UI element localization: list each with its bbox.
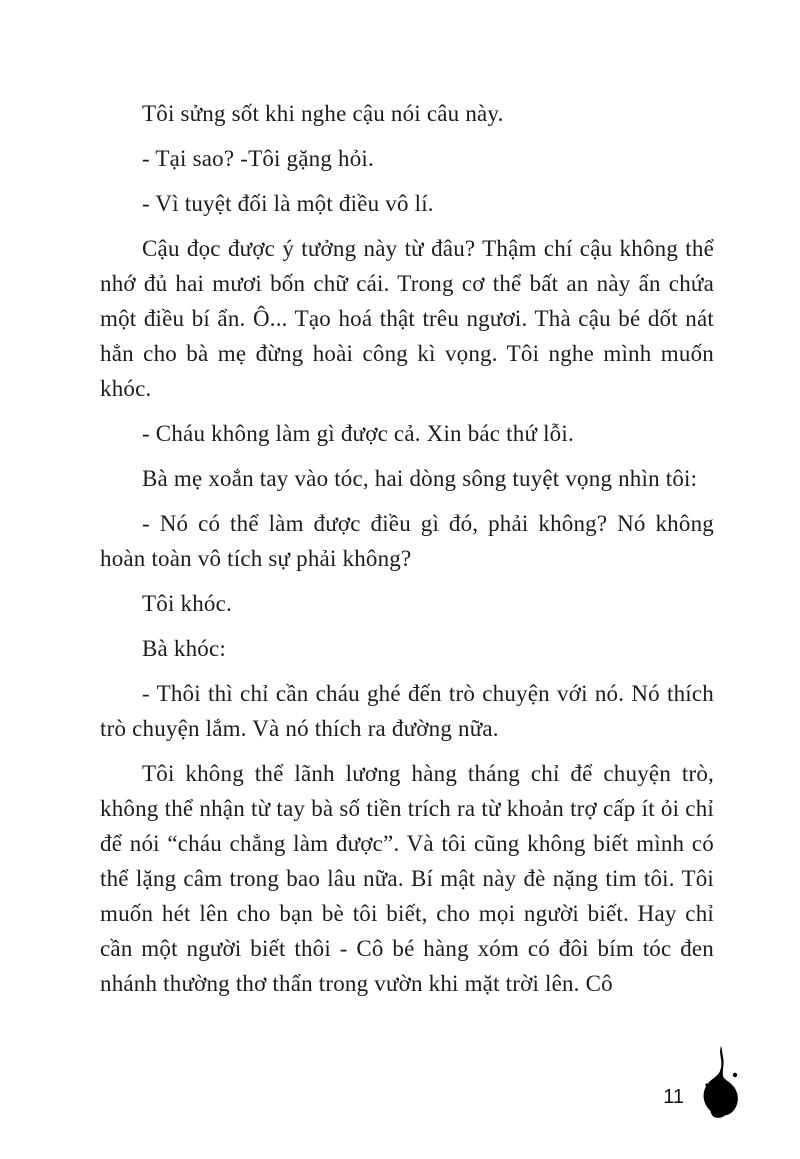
page-text <box>100 96 714 1011</box>
paragraph: Tôi khóc. <box>142 591 232 616</box>
paragraph: Bà mẹ xoắn tay vào tóc, hai dòng sông tuyệt vọng nhìn tôi: <box>142 466 698 491</box>
paragraph: Bà khóc: <box>142 636 226 661</box>
page-footer <box>663 1045 742 1123</box>
ink-splash-icon <box>698 1045 742 1123</box>
paragraph: Tôi không thể lãnh lương hàng tháng chỉ để chuyện trò, không thể nhận từ tay bà số tiền trích ra từ khoản trợ cấp ít ỏi chỉ để nói “cháu chẳng làm được”. Và tôi cũng không biết mình có thể lặng câm trong bao lâu nữa. Bí mật này đè nặng tim tôi. Tôi muốn hét lên cho bạn bè tôi biết, cho mọi người biết. Hay chỉ cần một người biết thôi - Cô bé hàng xóm có đôi bím tóc đen nhánh thường thơ thẩn trong vườn khi mặt trời lên. Cô <box>100 761 714 996</box>
paragraph: Cậu đọc được ý tưởng này từ đâu? Thậm chí cậu không thể nhớ đủ hai mươi bốn chữ cái. Trong cơ thể bất an này ẩn chứa một điều bí ẩn. Ô... Tạo hoá thật trêu ngươi. Thà cậu bé dốt nát hẳn cho bà mẹ đừng hoài công kì vọng. Tôi nghe mình muốn khóc. <box>100 236 714 401</box>
paragraph: - Cháu không làm gì được cả. Xin bác thứ lỗi. <box>142 421 574 446</box>
paragraph: - Nó có thể làm được điều gì đó, phải không? Nó không hoàn toàn vô tích sự phải không? <box>100 511 714 571</box>
paragraph: - Tại sao? -Tôi gặng hỏi. <box>142 146 374 171</box>
paragraph: Tôi sửng sốt khi nghe cậu nói câu này. <box>142 101 504 126</box>
paragraph: - Vì tuyệt đối là một điều vô lí. <box>142 191 434 216</box>
paragraph: - Thôi thì chỉ cần cháu ghé đến trò chuyện với nó. Nó thích trò chuyện lắm. Và nó thích ra đường nữa. <box>100 681 714 741</box>
page-number: 11 <box>663 1086 684 1108</box>
